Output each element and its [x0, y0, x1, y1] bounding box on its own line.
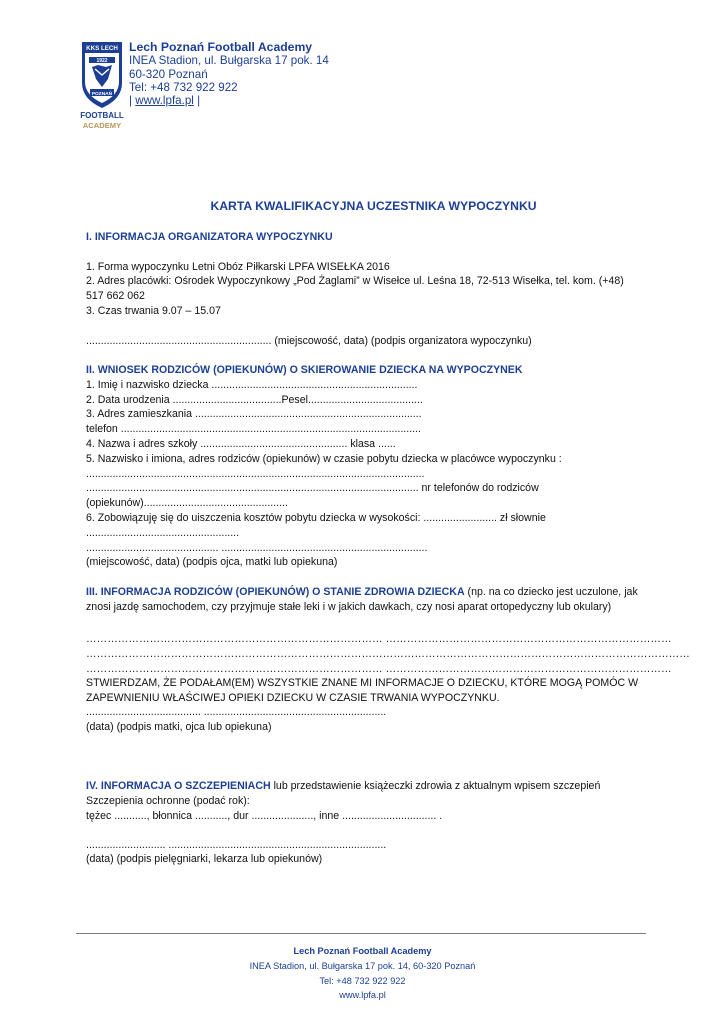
crest-football-text: FOOTBALL — [80, 111, 124, 120]
s3-dots-1: ………………………………………………………………………… ……………………………………………………………………… — [86, 633, 672, 645]
crest-city-text: POZNAŃ — [91, 92, 113, 97]
s1-signature-line: ............................................................... (miejscowość, data) (podpis organizatora wypoczynku) — [86, 335, 532, 347]
s1-line-4: 3. Czas trwania 9.07 – 15.07 — [86, 305, 221, 317]
s2-line-5: 4. Nazwa i adres szkoły .................................................. klasa ...... — [86, 438, 396, 450]
s3-declaration-1: STWIERDZAM, ŻE PODAŁAM(EM) WSZYSTKIE ZNANE MI INFORMACJE O DZIECKU, KTÓRE MOGĄ POMÓC W — [86, 677, 639, 689]
crest-academy-text: ACADEMY — [82, 121, 122, 130]
s2-line-4: telefon ...................................................................................................... — [86, 423, 421, 435]
s2-line-6: 5. Nazwisko i imiona, adres rodziców (opiekunów) w czasie pobytu dziecka w placówce wypoczynku : — [86, 453, 562, 465]
section-3-heading: III. INFORMACJA RODZICÓW (OPIEKUNÓW) O STANIE ZDROWIA DZIECKA — [86, 586, 465, 598]
academy-website-link[interactable]: www.lpfa.pl — [135, 94, 194, 108]
footer-divider — [76, 933, 646, 934]
web-prefix: | — [129, 94, 136, 108]
footer-phone: Tel: +48 732 922 922 — [319, 976, 406, 986]
footer-name: Lech Poznań Football Academy — [293, 946, 432, 956]
s3-signature-dots: ....................................... .............................................................. — [86, 706, 387, 718]
footer-address: INEA Stadion, ul. Bułgarska 17 pok. 14, 60-320 Poznań — [249, 961, 476, 971]
s2-line-10: 6. Zobowiązuję się do uiszczenia kosztów pobytu dziecka w wysokości: ......................... zł słownie — [86, 512, 546, 524]
s2-line-1: 1. Imię i nazwisko dziecka ...................................................................... — [86, 379, 418, 391]
s1-line-3: 517 662 062 — [86, 290, 145, 302]
s2-signature-dots: ............................................. ...................................................................... — [86, 542, 428, 554]
academy-name: Lech Poznań Football Academy — [129, 40, 313, 54]
section-4-heading-rest: lub przedstawienie książeczki zdrowia z aktualnym wpisem szczepień — [270, 780, 601, 792]
s1-line-1: 1. Forma wypoczynku Letni Obóz Piłkarski LPFA WISEŁKA 2016 — [86, 261, 390, 273]
section-2-heading: II. WNIOSEK RODZICÓW (OPIEKUNÓW) O SKIEROWANIE DZIECKA NA WYPOCZYNEK — [86, 364, 523, 376]
s3-declaration-2: ZAPEWNIENIU WŁAŚCIWEJ OPIEKI DZIECKU W CZASIE TRWANIA WYPOCZYNKU. — [86, 692, 500, 704]
academy-city: 60-320 Poznań — [129, 67, 208, 81]
academy-phone: Tel: +48 732 922 922 — [129, 80, 238, 94]
s3-line-1: znosi jazdę samochodem, czy przyjmuje stałe leki i w jakich dawkach, czy nosi aparat ortopedyczny lub okulary) — [86, 601, 612, 613]
footer-website[interactable]: www.lpfa.pl — [339, 990, 386, 1000]
s2-line-8: ................................................................................................................. nr telefonów do rodziców — [86, 482, 539, 494]
academy-address: INEA Stadion, ul. Bułgarska 17 pok. 14 — [129, 54, 329, 68]
s3-signature-caption: (data) (podpis matki, ojca lub opiekuna) — [86, 721, 272, 733]
s3-dots-2: ……………………………………………………………………………………………………………………………………………………… — [86, 648, 690, 660]
section-3-heading-rest: (np. na co dziecko jest uczulone, jak — [464, 586, 638, 598]
section-4-heading: IV. INFORMACJA O SZCZEPIENIACH — [86, 780, 271, 792]
s2-line-11: .................................................... — [86, 527, 240, 539]
crest-top-text: KKS LECH — [86, 45, 118, 52]
s2-line-2: 2. Data urodzenia .....................................Pesel....................................... — [86, 394, 423, 406]
web-suffix: | — [193, 94, 201, 108]
section-3-heading-line — [86, 586, 638, 599]
crest-year-text: 1922 — [96, 58, 108, 64]
s4-line-2: tężec ..........., błonnica ..........., dur ....................., inne ................................ . — [86, 810, 443, 822]
section-1-heading: I. INFORMACJA ORGANIZATORA WYPOCZYNKU — [86, 231, 333, 243]
lech-poznan-crest-logo — [80, 41, 124, 133]
s4-signature-caption: (data) (podpis pielęgniarki, lekarza lub opiekunów) — [86, 853, 323, 865]
section-4-heading-line — [86, 780, 600, 793]
academy-web-line — [129, 94, 329, 107]
form-title: KARTA KWALIFIKACYJNA UCZESTNIKA WYPOCZYNKU — [210, 199, 537, 213]
s2-line-9: (opiekunów)................................................. — [86, 497, 288, 509]
s2-line-7: ................................................................................................................... — [86, 468, 425, 480]
letterhead — [129, 41, 329, 107]
s3-dots-3: ………………………………………………………………………… ……………………………………………………………………… — [86, 663, 672, 675]
s1-line-2: 2. Adres placówki: Ośrodek Wypoczynkowy „Pod Żaglami” w Wisełce ul. Leśna 18, 72-513 Wisełka, tel. kom. (+48) — [86, 275, 624, 287]
s4-signature-dots: ........................... .......................................................................... — [86, 839, 387, 851]
s2-signature-caption: (miejscowość, data) (podpis ojca, matki lub opiekuna) — [86, 556, 338, 568]
s2-line-3: 3. Adres zamieszkania ............................................................................. — [86, 408, 422, 420]
s4-line-1: Szczepienia ochronne (podać rok): — [86, 795, 250, 807]
